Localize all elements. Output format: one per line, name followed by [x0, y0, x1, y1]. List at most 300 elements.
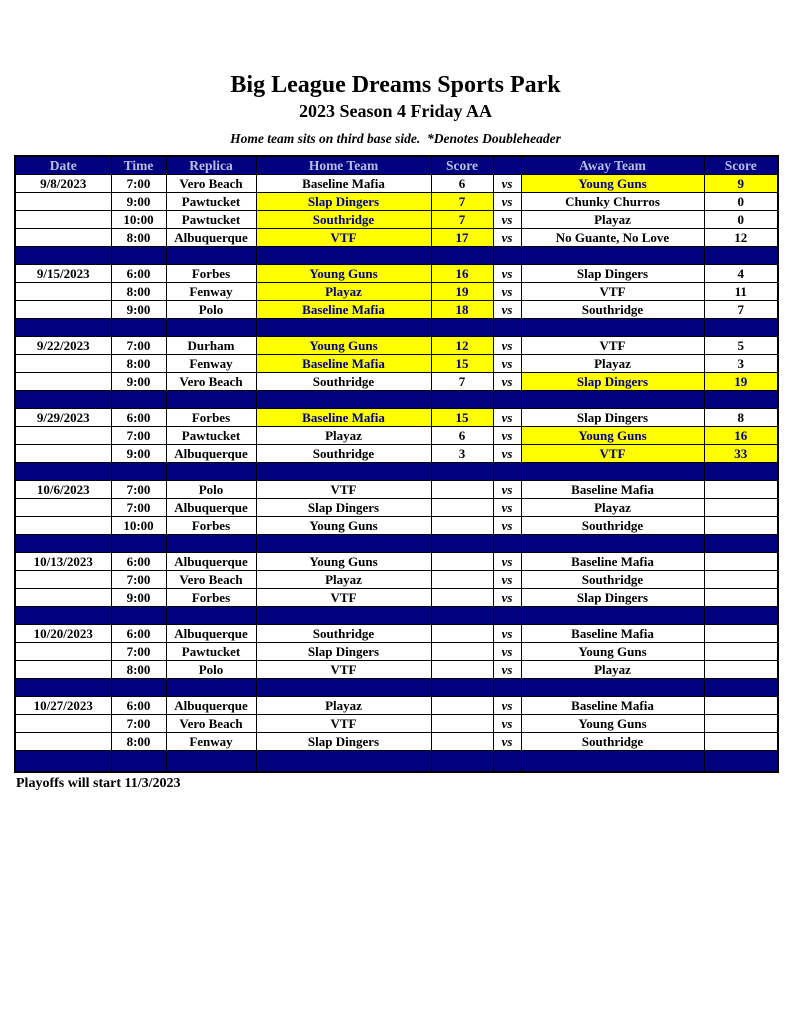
time-cell: 9:00: [111, 444, 166, 462]
vs-label: vs: [493, 498, 521, 516]
replica-cell: Albuquerque: [166, 498, 256, 516]
date-cell: [15, 300, 111, 318]
game-row: [15, 174, 778, 192]
separator-cell: [15, 678, 111, 696]
separator-cell: [521, 390, 704, 408]
column-header-replica: Replica: [166, 156, 256, 174]
game-row: [15, 624, 778, 642]
separator-cell: [256, 606, 431, 624]
away-score-cell: [704, 480, 778, 498]
vs-label: vs: [493, 300, 521, 318]
date-cell: 10/6/2023: [15, 480, 111, 498]
time-cell: 7:00: [111, 426, 166, 444]
away-score-cell: 3: [704, 354, 778, 372]
vs-label: vs: [493, 192, 521, 210]
separator-cell: [493, 462, 521, 480]
away-team-cell: Southridge: [521, 732, 704, 750]
away-team-cell: Southridge: [521, 516, 704, 534]
separator-cell: [166, 390, 256, 408]
home-team-cell: Slap Dingers: [256, 192, 431, 210]
separator-cell: [256, 318, 431, 336]
date-cell: 9/15/2023: [15, 264, 111, 282]
away-team-cell: VTF: [521, 336, 704, 354]
away-score-cell: [704, 660, 778, 678]
replica-cell: Forbes: [166, 588, 256, 606]
date-cell: [15, 228, 111, 246]
column-header-away-score: Score: [704, 156, 778, 174]
time-cell: 6:00: [111, 696, 166, 714]
replica-cell: Polo: [166, 480, 256, 498]
home-team-cell: Young Guns: [256, 552, 431, 570]
vs-label: vs: [493, 264, 521, 282]
separator-cell: [431, 750, 493, 772]
away-score-cell: 5: [704, 336, 778, 354]
date-cell: [15, 588, 111, 606]
separator-cell: [431, 390, 493, 408]
vs-label: vs: [493, 282, 521, 300]
date-cell: [15, 444, 111, 462]
away-team-cell: Slap Dingers: [521, 264, 704, 282]
separator-cell: [704, 606, 778, 624]
time-cell: 9:00: [111, 588, 166, 606]
home-team-cell: Baseline Mafia: [256, 300, 431, 318]
replica-cell: Vero Beach: [166, 372, 256, 390]
vs-label: vs: [493, 408, 521, 426]
replica-cell: Pawtucket: [166, 426, 256, 444]
separator-cell: [256, 462, 431, 480]
home-score-cell: 7: [431, 372, 493, 390]
date-cell: 10/20/2023: [15, 624, 111, 642]
away-score-cell: 33: [704, 444, 778, 462]
date-cell: 9/29/2023: [15, 408, 111, 426]
away-team-cell: Young Guns: [521, 714, 704, 732]
home-team-cell: Slap Dingers: [256, 498, 431, 516]
away-score-cell: [704, 516, 778, 534]
separator-cell: [111, 534, 166, 552]
separator-cell: [111, 462, 166, 480]
home-team-cell: Southridge: [256, 210, 431, 228]
away-score-cell: 0: [704, 210, 778, 228]
away-score-cell: [704, 570, 778, 588]
date-cell: 10/13/2023: [15, 552, 111, 570]
separator-cell: [493, 606, 521, 624]
game-row: [15, 426, 778, 444]
away-score-cell: [704, 696, 778, 714]
date-cell: [15, 660, 111, 678]
time-cell: 9:00: [111, 192, 166, 210]
vs-label: vs: [493, 624, 521, 642]
home-team-cell: Playaz: [256, 570, 431, 588]
home-team-cell: Playaz: [256, 426, 431, 444]
away-team-cell: VTF: [521, 444, 704, 462]
home-team-cell: Southridge: [256, 444, 431, 462]
playoffs-note: Playoffs will start 11/3/2023: [16, 776, 181, 792]
time-cell: 7:00: [111, 498, 166, 516]
vs-label: vs: [493, 480, 521, 498]
away-team-cell: Young Guns: [521, 174, 704, 192]
home-team-cell: Southridge: [256, 372, 431, 390]
column-header-away-team: Away Team: [521, 156, 704, 174]
home-score-cell: [431, 714, 493, 732]
home-team-cell: VTF: [256, 588, 431, 606]
separator-cell: [493, 246, 521, 264]
replica-cell: Albuquerque: [166, 444, 256, 462]
separator-cell: [493, 750, 521, 772]
away-team-cell: No Guante, No Love: [521, 228, 704, 246]
replica-cell: Vero Beach: [166, 174, 256, 192]
replica-cell: Polo: [166, 300, 256, 318]
home-team-cell: Baseline Mafia: [256, 408, 431, 426]
time-cell: 9:00: [111, 372, 166, 390]
away-score-cell: 19: [704, 372, 778, 390]
game-row: [15, 696, 778, 714]
time-cell: 8:00: [111, 228, 166, 246]
away-score-cell: [704, 588, 778, 606]
away-score-cell: [704, 642, 778, 660]
date-cell: 10/27/2023: [15, 696, 111, 714]
vs-label: vs: [493, 174, 521, 192]
away-score-cell: 12: [704, 228, 778, 246]
time-cell: 8:00: [111, 282, 166, 300]
date-cell: [15, 570, 111, 588]
game-row: [15, 210, 778, 228]
separator-cell: [704, 246, 778, 264]
separator-cell: [704, 462, 778, 480]
time-cell: 8:00: [111, 660, 166, 678]
home-score-cell: 19: [431, 282, 493, 300]
vs-label: vs: [493, 552, 521, 570]
replica-cell: Pawtucket: [166, 210, 256, 228]
away-score-cell: 0: [704, 192, 778, 210]
game-row: [15, 282, 778, 300]
separator-cell: [111, 750, 166, 772]
home-score-cell: 15: [431, 354, 493, 372]
away-score-cell: [704, 624, 778, 642]
home-score-cell: 6: [431, 426, 493, 444]
replica-cell: Albuquerque: [166, 624, 256, 642]
separator-cell: [15, 534, 111, 552]
week-separator-row: [15, 462, 778, 480]
separator-cell: [704, 534, 778, 552]
game-row: [15, 444, 778, 462]
home-team-cell: Southridge: [256, 624, 431, 642]
separator-cell: [15, 246, 111, 264]
separator-cell: [166, 534, 256, 552]
time-cell: 7:00: [111, 570, 166, 588]
home-score-cell: [431, 696, 493, 714]
game-row: [15, 228, 778, 246]
replica-cell: Albuquerque: [166, 552, 256, 570]
vs-label: vs: [493, 642, 521, 660]
vs-label: vs: [493, 228, 521, 246]
separator-cell: [493, 534, 521, 552]
date-cell: [15, 282, 111, 300]
game-row: [15, 264, 778, 282]
time-cell: 6:00: [111, 408, 166, 426]
game-row: [15, 516, 778, 534]
separator-cell: [111, 246, 166, 264]
separator-cell: [521, 534, 704, 552]
replica-cell: Albuquerque: [166, 228, 256, 246]
time-cell: 9:00: [111, 300, 166, 318]
column-header-home-team: Home Team: [256, 156, 431, 174]
replica-cell: Pawtucket: [166, 642, 256, 660]
separator-cell: [111, 390, 166, 408]
week-separator-row: [15, 606, 778, 624]
time-cell: 8:00: [111, 732, 166, 750]
game-row: [15, 498, 778, 516]
home-team-cell: VTF: [256, 228, 431, 246]
separator-cell: [493, 678, 521, 696]
separator-cell: [521, 678, 704, 696]
date-cell: [15, 516, 111, 534]
away-team-cell: Southridge: [521, 570, 704, 588]
home-score-cell: [431, 498, 493, 516]
separator-cell: [521, 606, 704, 624]
separator-cell: [521, 246, 704, 264]
game-row: [15, 642, 778, 660]
replica-cell: Forbes: [166, 408, 256, 426]
away-team-cell: Playaz: [521, 210, 704, 228]
separator-cell: [704, 678, 778, 696]
vs-label: vs: [493, 588, 521, 606]
time-cell: 7:00: [111, 336, 166, 354]
vs-label: vs: [493, 372, 521, 390]
away-score-cell: 4: [704, 264, 778, 282]
away-score-cell: [704, 552, 778, 570]
home-score-cell: [431, 570, 493, 588]
separator-cell: [111, 678, 166, 696]
replica-cell: Pawtucket: [166, 192, 256, 210]
time-cell: 7:00: [111, 642, 166, 660]
game-row: [15, 660, 778, 678]
time-cell: 10:00: [111, 516, 166, 534]
vs-label: vs: [493, 516, 521, 534]
week-separator-row: [15, 750, 778, 772]
week-separator-row: [15, 246, 778, 264]
separator-cell: [166, 750, 256, 772]
time-cell: 7:00: [111, 174, 166, 192]
date-cell: [15, 732, 111, 750]
replica-cell: Fenway: [166, 732, 256, 750]
separator-cell: [704, 750, 778, 772]
page-title: Big League Dreams Sports Park: [230, 72, 561, 98]
date-cell: 9/8/2023: [15, 174, 111, 192]
vs-label: vs: [493, 570, 521, 588]
home-score-cell: 17: [431, 228, 493, 246]
date-cell: [15, 372, 111, 390]
page-subtitle: 2023 Season 4 Friday AA: [298, 101, 493, 122]
column-header-date: Date: [15, 156, 111, 174]
vs-label: vs: [493, 732, 521, 750]
time-cell: 6:00: [111, 624, 166, 642]
game-row: [15, 300, 778, 318]
home-team-cell: Young Guns: [256, 516, 431, 534]
replica-cell: Forbes: [166, 516, 256, 534]
date-cell: [15, 426, 111, 444]
schedule-table: [14, 155, 779, 773]
separator-cell: [256, 534, 431, 552]
week-separator-row: [15, 390, 778, 408]
time-cell: 7:00: [111, 480, 166, 498]
away-score-cell: 9: [704, 174, 778, 192]
column-header-vs: [493, 156, 521, 174]
separator-cell: [256, 246, 431, 264]
away-team-cell: VTF: [521, 282, 704, 300]
away-team-cell: Young Guns: [521, 426, 704, 444]
page-note: Home team sits on third base side. *Denotes Doubleheader: [230, 131, 561, 147]
away-team-cell: Playaz: [521, 498, 704, 516]
page-header: [0, 0, 791, 147]
separator-cell: [111, 318, 166, 336]
separator-cell: [431, 534, 493, 552]
date-cell: [15, 498, 111, 516]
replica-cell: Vero Beach: [166, 570, 256, 588]
home-score-cell: 7: [431, 210, 493, 228]
vs-label: vs: [493, 660, 521, 678]
separator-cell: [493, 390, 521, 408]
home-score-cell: [431, 624, 493, 642]
date-cell: 9/22/2023: [15, 336, 111, 354]
away-score-cell: 8: [704, 408, 778, 426]
replica-cell: Forbes: [166, 264, 256, 282]
date-cell: [15, 354, 111, 372]
home-team-cell: Slap Dingers: [256, 642, 431, 660]
separator-cell: [166, 246, 256, 264]
date-cell: [15, 210, 111, 228]
away-team-cell: Baseline Mafia: [521, 552, 704, 570]
home-team-cell: Baseline Mafia: [256, 354, 431, 372]
home-score-cell: [431, 480, 493, 498]
separator-cell: [15, 318, 111, 336]
replica-cell: Polo: [166, 660, 256, 678]
separator-cell: [521, 462, 704, 480]
separator-cell: [431, 678, 493, 696]
date-cell: [15, 192, 111, 210]
separator-cell: [521, 318, 704, 336]
home-team-cell: VTF: [256, 660, 431, 678]
away-team-cell: Southridge: [521, 300, 704, 318]
replica-cell: Vero Beach: [166, 714, 256, 732]
away-score-cell: 16: [704, 426, 778, 444]
table-header-row: [15, 156, 778, 174]
home-team-cell: VTF: [256, 714, 431, 732]
home-score-cell: 16: [431, 264, 493, 282]
away-team-cell: Slap Dingers: [521, 588, 704, 606]
home-team-cell: Slap Dingers: [256, 732, 431, 750]
separator-cell: [431, 462, 493, 480]
away-team-cell: Playaz: [521, 660, 704, 678]
game-row: [15, 480, 778, 498]
time-cell: 8:00: [111, 354, 166, 372]
away-team-cell: Young Guns: [521, 642, 704, 660]
separator-cell: [166, 606, 256, 624]
date-cell: [15, 642, 111, 660]
vs-label: vs: [493, 354, 521, 372]
week-separator-row: [15, 318, 778, 336]
home-team-cell: VTF: [256, 480, 431, 498]
game-row: [15, 336, 778, 354]
separator-cell: [431, 318, 493, 336]
separator-cell: [111, 606, 166, 624]
game-row: [15, 354, 778, 372]
week-separator-row: [15, 678, 778, 696]
separator-cell: [166, 462, 256, 480]
away-team-cell: Baseline Mafia: [521, 480, 704, 498]
home-score-cell: [431, 732, 493, 750]
date-cell: [15, 714, 111, 732]
replica-cell: Fenway: [166, 354, 256, 372]
vs-label: vs: [493, 210, 521, 228]
separator-cell: [431, 606, 493, 624]
game-row: [15, 714, 778, 732]
home-score-cell: 18: [431, 300, 493, 318]
replica-cell: Fenway: [166, 282, 256, 300]
separator-cell: [704, 318, 778, 336]
time-cell: 7:00: [111, 714, 166, 732]
separator-cell: [166, 678, 256, 696]
away-team-cell: Slap Dingers: [521, 408, 704, 426]
home-team-cell: Young Guns: [256, 336, 431, 354]
vs-label: vs: [493, 336, 521, 354]
home-score-cell: 3: [431, 444, 493, 462]
separator-cell: [166, 318, 256, 336]
home-score-cell: 7: [431, 192, 493, 210]
separator-cell: [15, 750, 111, 772]
away-score-cell: [704, 732, 778, 750]
home-score-cell: 15: [431, 408, 493, 426]
vs-label: vs: [493, 696, 521, 714]
home-score-cell: [431, 552, 493, 570]
separator-cell: [256, 390, 431, 408]
home-score-cell: [431, 660, 493, 678]
separator-cell: [493, 318, 521, 336]
home-team-cell: Baseline Mafia: [256, 174, 431, 192]
home-team-cell: Playaz: [256, 282, 431, 300]
separator-cell: [431, 246, 493, 264]
away-team-cell: Slap Dingers: [521, 372, 704, 390]
away-team-cell: Chunky Churros: [521, 192, 704, 210]
game-row: [15, 732, 778, 750]
game-row: [15, 408, 778, 426]
replica-cell: Durham: [166, 336, 256, 354]
home-team-cell: Playaz: [256, 696, 431, 714]
separator-cell: [256, 750, 431, 772]
time-cell: 6:00: [111, 264, 166, 282]
separator-cell: [704, 390, 778, 408]
home-score-cell: 12: [431, 336, 493, 354]
column-header-home-score: Score: [431, 156, 493, 174]
time-cell: 10:00: [111, 210, 166, 228]
home-score-cell: [431, 588, 493, 606]
replica-cell: Albuquerque: [166, 696, 256, 714]
away-team-cell: Baseline Mafia: [521, 696, 704, 714]
vs-label: vs: [493, 426, 521, 444]
away-score-cell: 7: [704, 300, 778, 318]
away-score-cell: [704, 714, 778, 732]
game-row: [15, 192, 778, 210]
home-score-cell: [431, 516, 493, 534]
home-score-cell: [431, 642, 493, 660]
column-header-time: Time: [111, 156, 166, 174]
time-cell: 6:00: [111, 552, 166, 570]
home-team-cell: Young Guns: [256, 264, 431, 282]
separator-cell: [256, 678, 431, 696]
schedule-table-body: [15, 174, 778, 772]
away-score-cell: [704, 498, 778, 516]
separator-cell: [15, 606, 111, 624]
home-score-cell: 6: [431, 174, 493, 192]
